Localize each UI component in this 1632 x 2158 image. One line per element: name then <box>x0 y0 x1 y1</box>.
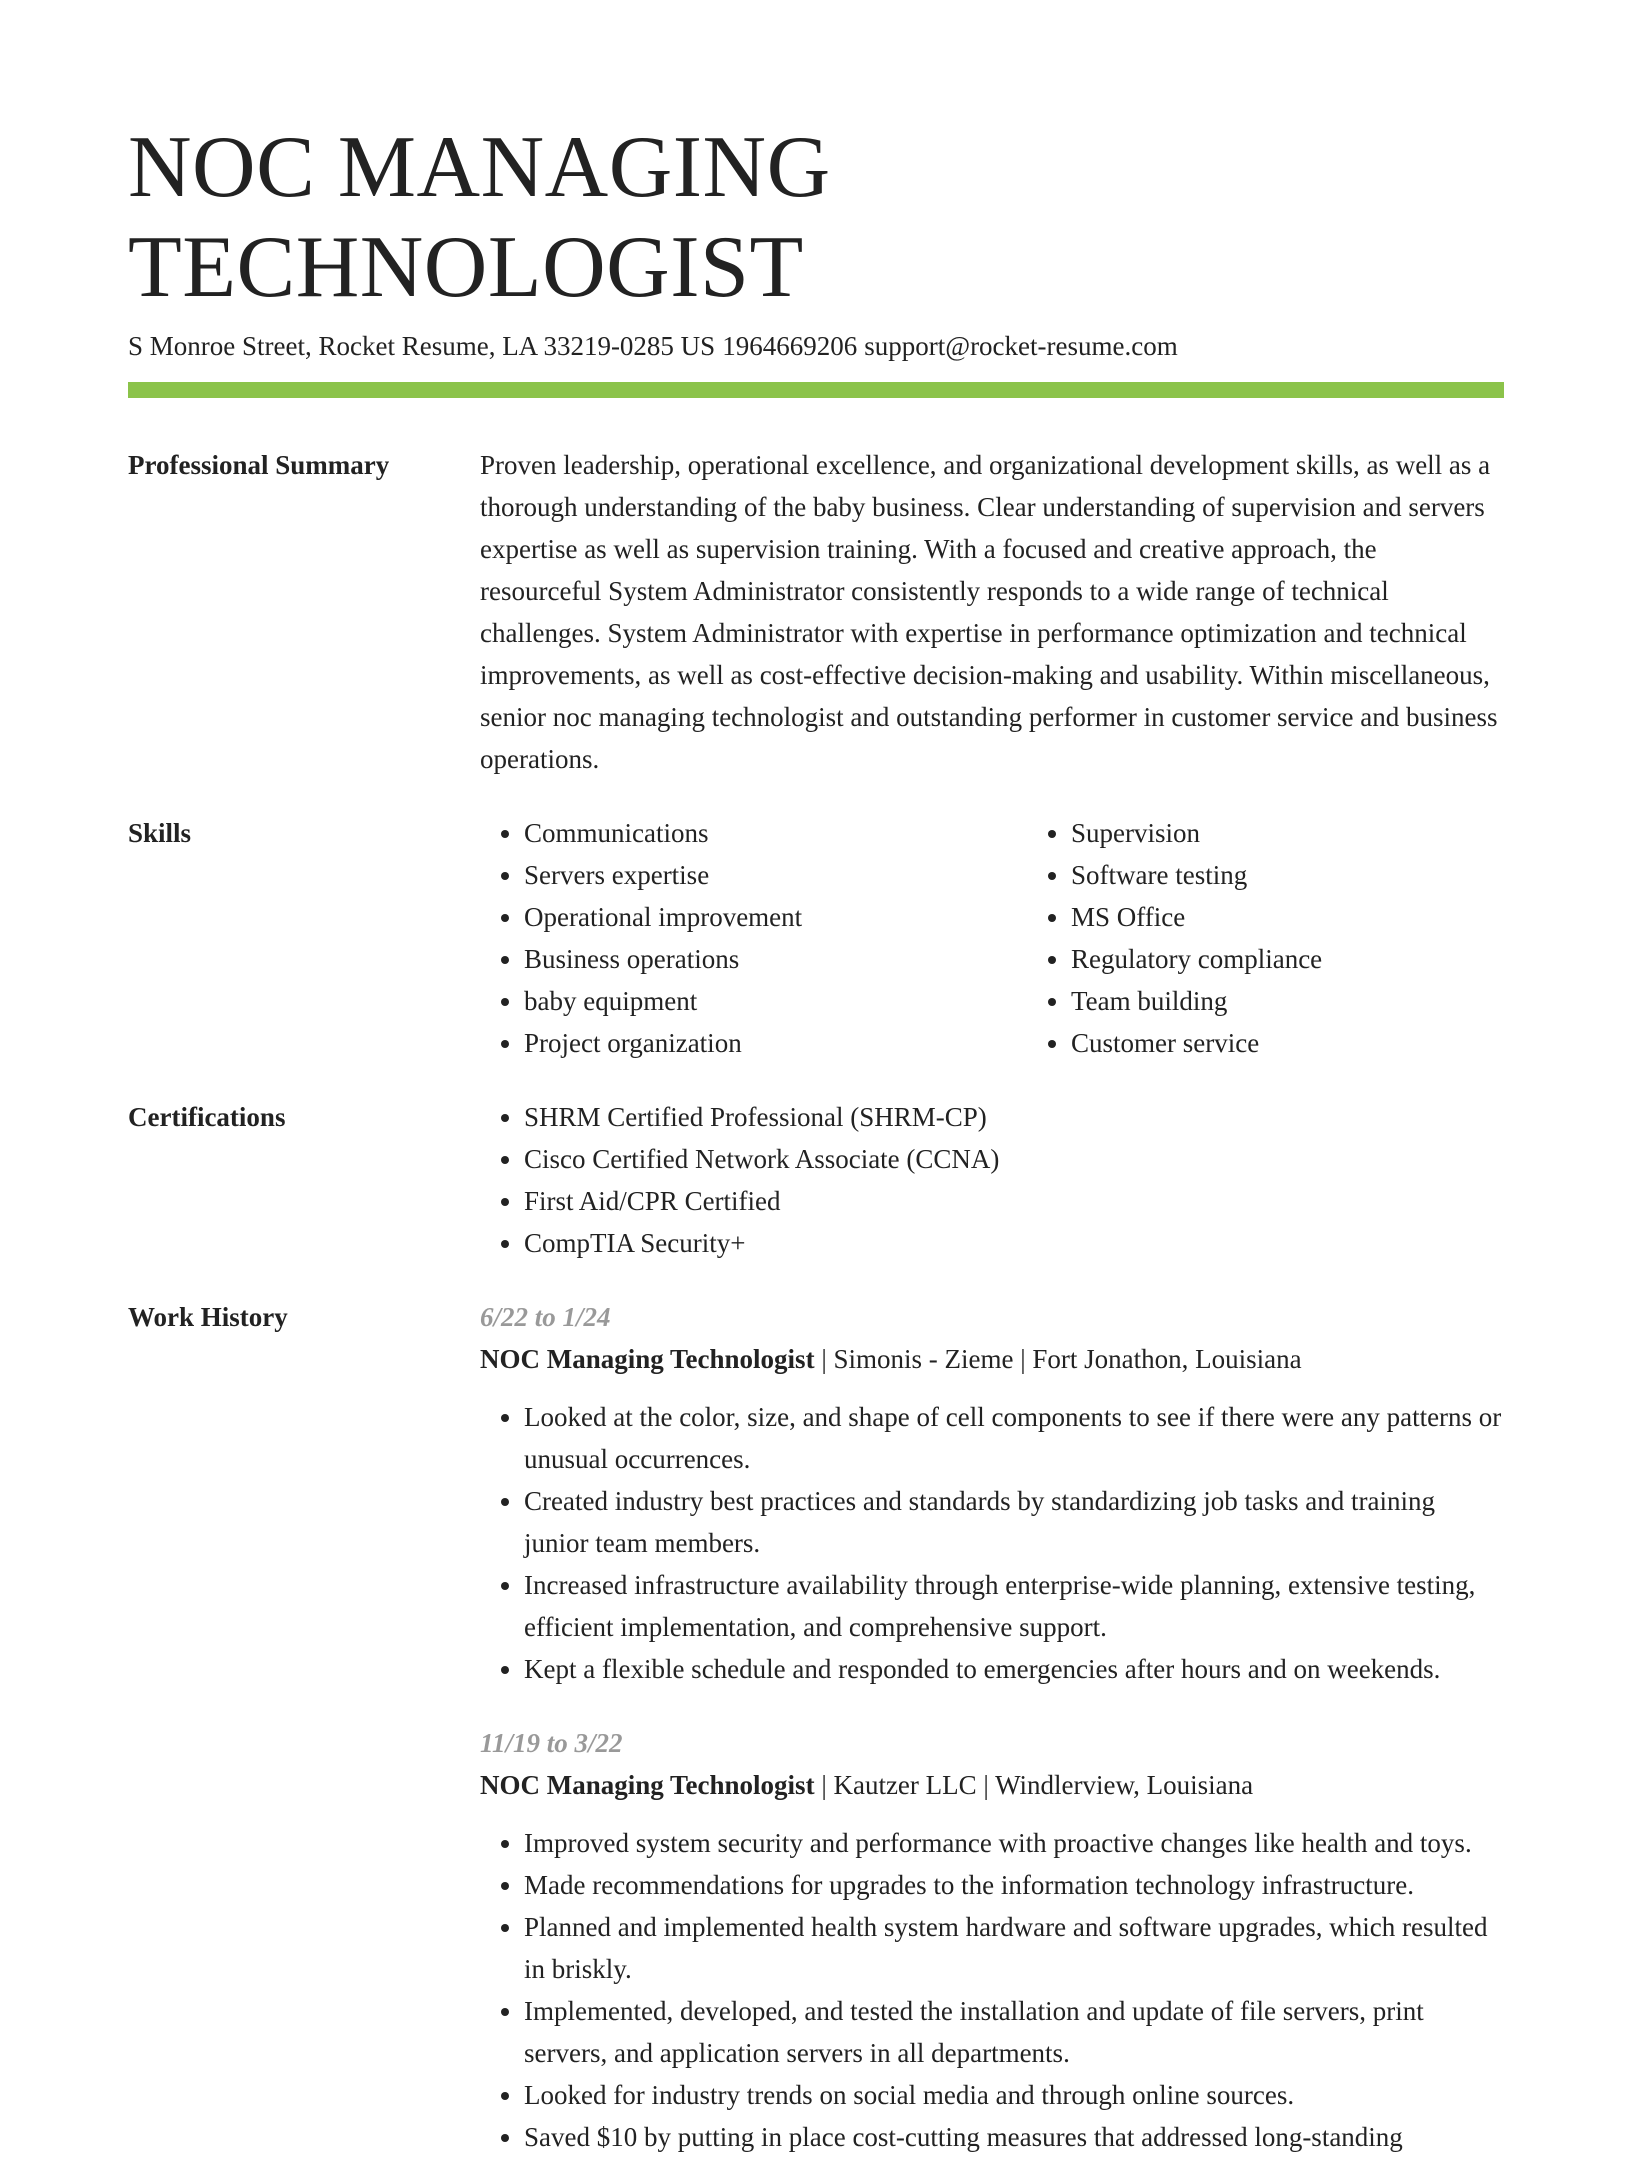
skill-item: • Team building <box>1071 980 1574 1022</box>
header-divider <box>128 382 1504 398</box>
skill-item: • Supervision <box>1071 812 1574 854</box>
job-bullet: • Increased infrastructure availability through enterprise-wide planning, extensive testing, efficient implementation, and comprehensive support. <box>524 1564 1504 1648</box>
job-entry <box>480 1296 1504 1690</box>
section-certifications <box>128 1096 1504 1264</box>
job-bullet: • Kept a flexible schedule and responded to emergencies after hours and on weekends. <box>524 1648 1504 1690</box>
job-bullets <box>480 1396 1504 1690</box>
job-title: NOC Managing Technologist <box>480 1344 815 1374</box>
resume-page <box>128 118 1504 2158</box>
skill-item: • baby equipment <box>524 980 1027 1022</box>
skill-item: • Communications <box>524 812 1027 854</box>
skill-item: • Software testing <box>1071 854 1574 896</box>
skill-item: • Servers expertise <box>524 854 1027 896</box>
job-heading <box>480 1764 1504 1806</box>
job-bullet: • Implemented, developed, and tested the installation and update of file servers, print servers, and application servers in all departments. <box>524 1990 1504 2074</box>
job-bullets <box>480 1822 1504 2158</box>
job-bullet: • Looked for industry trends on social media and through online sources. <box>524 2074 1504 2116</box>
job-title: NOC Managing Technologist <box>480 1770 815 1800</box>
skills-columns <box>480 812 1574 1064</box>
summary-text: Proven leadership, operational excellence, and organizational development skills, as well as a thorough understanding of the baby business. Clear understanding of supervision and servers expertise as well as supervision training. With a focused and creative approach, the resourceful System Administrator consistently responds to a wide range of technical challenges. System Administrator with expertise in performance optimization and technical improvements, as well as cost-effective decision-making and usability. Within miscellaneous, senior noc managing technologist and outstanding performer in customer service and business operations. <box>480 450 1498 774</box>
skill-item: • Business operations <box>524 938 1027 980</box>
job-bullet: • Created industry best practices and standards by standardizing job tasks and training junior team members. <box>524 1480 1504 1564</box>
contact-address: S Monroe Street, Rocket Resume, LA 33219-0285 US <box>128 331 716 361</box>
section-work-history <box>128 1296 1504 2158</box>
work-history-body <box>480 1296 1504 2158</box>
section-professional-summary <box>128 444 1504 780</box>
job-heading <box>480 1338 1504 1380</box>
job-bullet: • Looked at the color, size, and shape of cell components to see if there were any patterns or unusual occurrences. <box>524 1396 1504 1480</box>
job-bullet: • Saved $10 by putting in place cost-cutting measures that addressed long-standing <box>524 2116 1504 2158</box>
skill-item: • Operational improvement <box>524 896 1027 938</box>
job-bullet: • Planned and implemented health system hardware and software upgrades, which resulted in briskly. <box>524 1906 1504 1990</box>
certification-item: • SHRM Certified Professional (SHRM-CP) <box>524 1096 1504 1138</box>
skills-list-right <box>1027 812 1574 1064</box>
certification-item: • First Aid/CPR Certified <box>524 1180 1504 1222</box>
skill-item: • MS Office <box>1071 896 1574 938</box>
section-label: Professional Summary <box>128 450 390 480</box>
contact-line <box>128 328 1504 364</box>
certification-item: • Cisco Certified Network Associate (CCNA) <box>524 1138 1504 1180</box>
certifications-body <box>480 1096 1504 1264</box>
job-bullet: • Improved system security and performance with proactive changes like health and toys. <box>524 1822 1504 1864</box>
contact-email: support@rocket-resume.com <box>864 331 1178 361</box>
certification-item: • CompTIA Security+ <box>524 1222 1504 1264</box>
contact-phone: 1964669206 <box>722 331 858 361</box>
job-dates: 6/22 to 1/24 <box>480 1302 611 1332</box>
skill-item: • Customer service <box>1071 1022 1574 1064</box>
section-label: Skills <box>128 818 192 848</box>
job-dates: 11/19 to 3/22 <box>480 1728 623 1758</box>
skill-item: • Project organization <box>524 1022 1027 1064</box>
certifications-list <box>480 1096 1504 1264</box>
resume-name: NOC MANAGING TECHNOLOGIST <box>128 119 831 316</box>
skill-item: • Regulatory compliance <box>1071 938 1574 980</box>
section-label: Certifications <box>128 1102 286 1132</box>
job-details: | Simonis - Zieme | Fort Jonathon, Louisiana <box>814 1344 1302 1374</box>
job-entry <box>480 1722 1504 2158</box>
section-skills <box>128 812 1504 1064</box>
section-label: Work History <box>128 1302 288 1332</box>
skills-list-left <box>480 812 1027 1064</box>
job-details: | Kautzer LLC | Windlerview, Louisiana <box>814 1770 1254 1800</box>
job-bullet: • Made recommendations for upgrades to the information technology infrastructure. <box>524 1864 1504 1906</box>
